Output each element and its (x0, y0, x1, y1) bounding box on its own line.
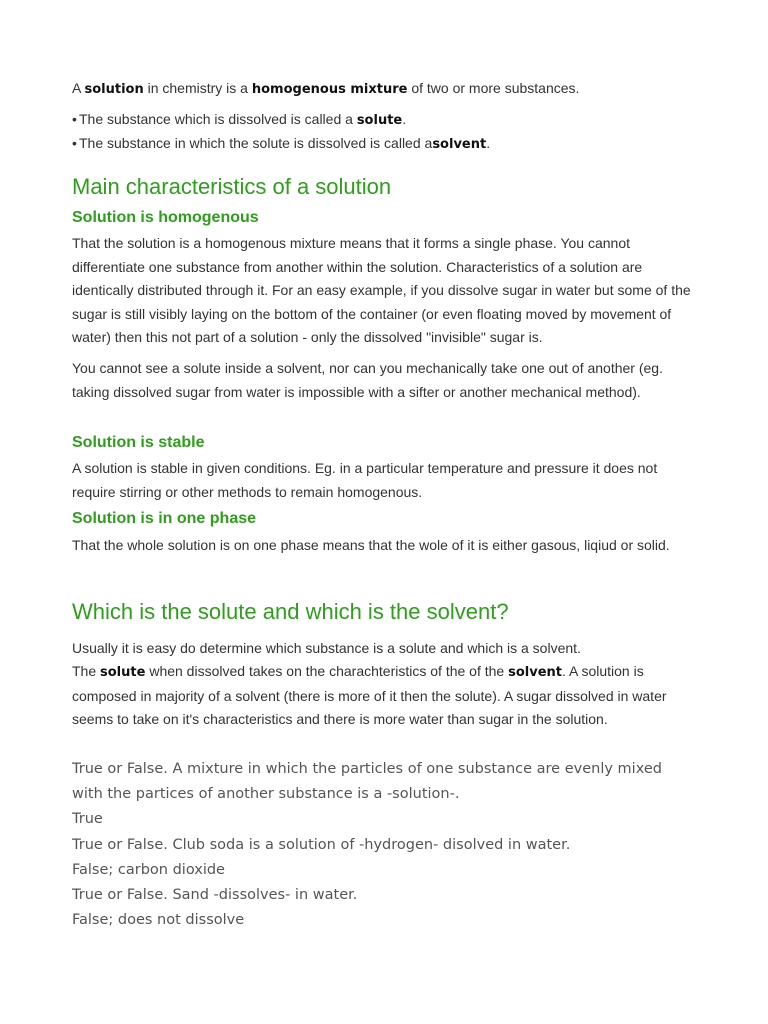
paragraph: Usually it is easy do determine which substance is a solute and which is a solvent. (72, 640, 581, 656)
paragraph: You cannot see a solute inside a solvent, nor can you mechanically take one out of another (eg. taking dissolved sugar from water is impossible with a sifter or another mechanical method). (72, 360, 663, 400)
bold-term: solvent (508, 665, 562, 680)
quiz-answer: False; carbon dioxide (72, 861, 225, 878)
intro-paragraph (72, 77, 696, 102)
quiz-question: True or False. Sand -dissolves- in water. (72, 887, 358, 904)
definition-list (72, 108, 696, 156)
bold-term: solute (356, 113, 403, 128)
quiz-block (72, 757, 696, 933)
subsection-heading: Solution is stable (72, 434, 205, 451)
paragraph (72, 660, 696, 732)
section-heading: Which is the solute and which is the solvent? (72, 599, 509, 624)
text: The substance which is dissolved is called a (79, 111, 357, 127)
quiz-answer: False; does not dissolve (72, 912, 245, 929)
paragraph: A solution is stable in given conditions. Eg. in a particular temperature and pressure it does not require stirring or other methods to remain homogenous. (72, 460, 658, 500)
quiz-question: True or False. A mixture in which the particles of one substance are evenly mixed with the partices of another substance is a -solution-. (72, 761, 662, 803)
bold-term: homogenous mixture (251, 82, 408, 97)
text: A (72, 80, 85, 96)
subsection-heading: Solution is in one phase (72, 510, 257, 527)
quiz-answer: True (72, 811, 103, 828)
paragraph: That the whole solution is on one phase means that the wole of it is either gasous, liqiud or solid. (72, 537, 670, 553)
text: The substance in which the solute is dissolved is called a (79, 135, 433, 151)
bold-term: solute (100, 665, 146, 680)
text: in chemistry is a (143, 80, 252, 96)
bullet-icon: • (72, 111, 77, 127)
list-item (72, 108, 696, 132)
list-item (72, 132, 696, 156)
bullet-icon: • (72, 135, 77, 151)
text: . A solution is composed in majority of a solvent (there is more of it then the solute). A sugar dissolved in water seems to take on it's characteristics and there is more water than sugar in the solution. (72, 663, 667, 727)
text: . (402, 111, 407, 127)
text: The (72, 663, 101, 679)
section-heading: Main characteristics of a solution (72, 174, 392, 199)
subsection-heading: Solution is homogenous (72, 209, 259, 226)
bold-term: solvent (432, 137, 487, 152)
paragraph: That the solution is a homogenous mixture means that it forms a single phase. You cannot differentiate one substance from another within the solution. Characteristics of a solution are identically distributed through it. For an easy example, if you dissolve sugar in water but some of the sugar is still visibly laying on the bottom of the container (or even floating moved by movement of water) then this not part of a solution - only the dissolved "invisible" sugar is. (72, 235, 691, 345)
text: . (486, 135, 491, 151)
quiz-question: True or False. Club soda is a solution of -hydrogen- disolved in water. (72, 836, 571, 853)
text: of two or more substances. (407, 80, 580, 96)
text: when dissolved takes on the charachteristics of the of the (145, 663, 509, 679)
bold-term: solution (84, 82, 144, 97)
